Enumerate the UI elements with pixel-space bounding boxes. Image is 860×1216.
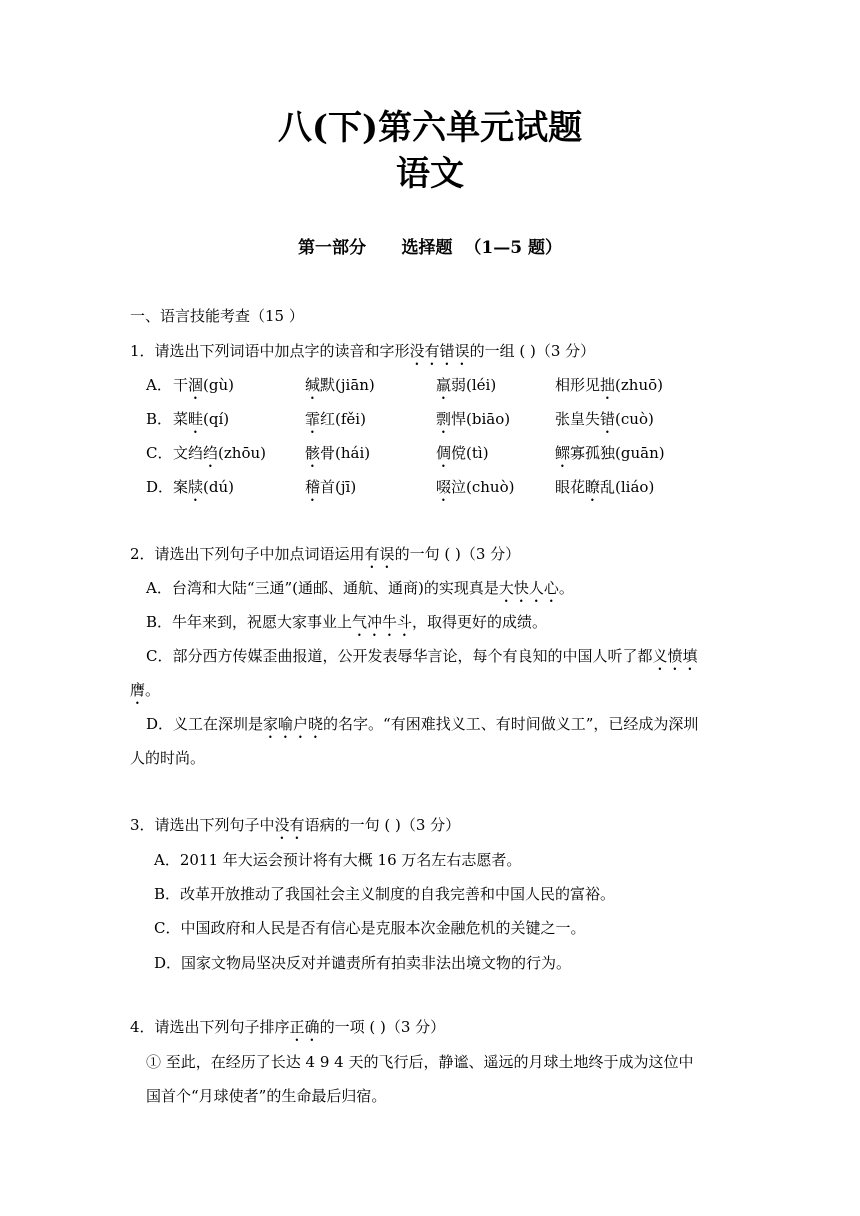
option-text: 的名字。“有困难找义工、有时间做义工”，已经成为深圳 bbox=[323, 715, 699, 733]
answer-blank-score: ( )（3 分） bbox=[384, 816, 461, 834]
stem-text: 的一句 bbox=[394, 545, 440, 563]
option-label: B． bbox=[146, 410, 173, 428]
option-label: D． bbox=[146, 478, 174, 496]
word-text: 相形见 bbox=[555, 376, 601, 394]
question-2-option-a bbox=[146, 577, 574, 606]
option-label: C． bbox=[146, 444, 173, 462]
word-item bbox=[173, 442, 266, 471]
dotted-character: 缄 bbox=[305, 376, 321, 394]
dotted-character: 瞭 bbox=[585, 478, 601, 496]
part-heading bbox=[0, 236, 860, 260]
option-text: B．牛年来到，祝愿大家事业上 bbox=[146, 613, 353, 631]
word-text: 傥(tì) bbox=[451, 444, 489, 462]
option-emphasis: 家喻户晓 bbox=[263, 715, 324, 733]
word-text: 眼花 bbox=[555, 478, 586, 496]
stem-text: 4．请选出下列句子排序 bbox=[130, 1018, 290, 1036]
part-name: 选择题 bbox=[401, 238, 453, 258]
word-text: (zhuō) bbox=[615, 376, 663, 394]
option-text: D．义工在深圳是 bbox=[146, 715, 264, 733]
option-label: A． bbox=[146, 376, 172, 394]
option-emphasis: 气冲牛斗 bbox=[352, 613, 413, 631]
word-item bbox=[555, 408, 654, 437]
question-2-option-c-cont bbox=[130, 679, 160, 708]
word-text: 寡孤独(guān) bbox=[570, 444, 665, 462]
option-emphasis: 义愤填 bbox=[652, 647, 698, 665]
dotted-character: 拙 bbox=[600, 376, 616, 394]
answer-blank-score: ( )（3 分） bbox=[519, 342, 596, 360]
question-3-stem bbox=[130, 814, 460, 843]
word-text: 弱(léi) bbox=[451, 376, 497, 394]
dotted-character: 鳏 bbox=[555, 444, 571, 462]
stem-text: 的一组 bbox=[469, 342, 515, 360]
question-4-stem bbox=[130, 1016, 445, 1045]
word-text: 骨(hái) bbox=[320, 444, 371, 462]
word-item bbox=[555, 374, 663, 403]
stem-text: 3．请选出下列句子中 bbox=[130, 816, 275, 834]
question-2-stem bbox=[130, 543, 520, 572]
word-item bbox=[436, 476, 514, 505]
option-emphasis: 膺 bbox=[130, 681, 146, 699]
stem-text: 1．请选出下列词语中加点字的读音和字形 bbox=[130, 342, 410, 360]
word-text: (dú) bbox=[203, 478, 234, 496]
word-text: (gù) bbox=[203, 376, 234, 394]
dotted-character: 牍 bbox=[188, 478, 204, 496]
word-item bbox=[173, 408, 229, 437]
section-heading: 一、语言技能考查（15 ） bbox=[130, 307, 304, 325]
question-3-option-b: B．改革开放推动了我国社会主义制度的自我完善和中国人民的富裕。 bbox=[154, 885, 616, 903]
dotted-character: 错 bbox=[600, 410, 616, 428]
word-item bbox=[173, 476, 234, 505]
question-1-stem bbox=[130, 340, 595, 369]
option-text: 。 bbox=[145, 681, 161, 699]
stem-emphasis: 没有错误 bbox=[409, 342, 470, 360]
dotted-character: 绉 bbox=[203, 444, 219, 462]
word-text: 案 bbox=[173, 478, 189, 496]
exam-subject: 语文 bbox=[396, 154, 464, 194]
answer-blank-score: ( )（3 分） bbox=[369, 1018, 446, 1036]
question-2-option-d bbox=[146, 713, 698, 742]
word-text: 干 bbox=[173, 376, 189, 394]
word-text: (qí) bbox=[203, 410, 230, 428]
dotted-character: 骸 bbox=[305, 444, 321, 462]
stem-emphasis: 有误 bbox=[364, 545, 395, 563]
word-item bbox=[305, 442, 370, 471]
word-item bbox=[555, 442, 665, 471]
word-text: 首(jī) bbox=[320, 478, 357, 496]
stem-text: 的一项 bbox=[319, 1018, 365, 1036]
word-item bbox=[436, 374, 496, 403]
word-text: 红(fěi) bbox=[320, 410, 366, 428]
dotted-character: 畦 bbox=[188, 410, 204, 428]
word-text: 悍(biāo) bbox=[451, 410, 511, 428]
word-text: 默(jiān) bbox=[320, 376, 375, 394]
option-text: ，取得更好的成绩。 bbox=[412, 613, 548, 631]
dotted-character: 涸 bbox=[188, 376, 204, 394]
question-3-option-c: C．中国政府和人民是否有信心是克服本次金融危机的关键之一。 bbox=[154, 919, 586, 937]
word-text: (zhōu) bbox=[218, 444, 266, 462]
word-item bbox=[305, 476, 356, 505]
word-item bbox=[305, 374, 375, 403]
dotted-character: 霏 bbox=[305, 410, 321, 428]
dotted-character: 稽 bbox=[305, 478, 321, 496]
word-item bbox=[436, 442, 489, 471]
part-range: （1—5 题） bbox=[464, 238, 562, 258]
option-text: A．台湾和大陆“三通”(通邮、通航、通商)的实现真是 bbox=[146, 579, 499, 597]
word-text: 乱(liáo) bbox=[600, 478, 655, 496]
question-2-option-b bbox=[146, 611, 547, 640]
word-item bbox=[436, 408, 510, 437]
question-4-item-1: ① 至此，在经历了长达 4 9 4 天的飞行后，静谧、遥远的月球土地终于成为这位中 bbox=[146, 1053, 694, 1071]
stem-emphasis: 正确 bbox=[289, 1018, 320, 1036]
stem-text: 语病的一句 bbox=[304, 816, 380, 834]
word-item bbox=[305, 408, 366, 437]
word-text: 泣(chuò) bbox=[451, 478, 515, 496]
option-text: C．部分西方传媒歪曲报道，公开发表辱华言论，每个有良知的中国人听了都 bbox=[146, 647, 653, 665]
word-text: 张皇失 bbox=[555, 410, 601, 428]
dotted-character: 羸 bbox=[436, 376, 452, 394]
option-text: 。 bbox=[558, 579, 574, 597]
exam-title: 八(下)第六单元试题 bbox=[277, 108, 583, 148]
word-text: 文绉 bbox=[173, 444, 204, 462]
word-text: (cuò) bbox=[615, 410, 654, 428]
word-text: 菜 bbox=[173, 410, 189, 428]
dotted-character: 剽 bbox=[436, 410, 452, 428]
question-3-option-d: D．国家文物局坚决反对并谴责所有拍卖非法出境文物的行为。 bbox=[154, 954, 572, 972]
question-3-option-a: A．2011 年大运会预计将有大概 16 万名左右志愿者。 bbox=[154, 851, 522, 869]
part-label: 第一部分 bbox=[298, 238, 367, 258]
answer-blank-score: ( )（3 分） bbox=[444, 545, 521, 563]
dotted-character: 倜 bbox=[436, 444, 452, 462]
stem-emphasis: 没有 bbox=[274, 816, 305, 834]
word-item bbox=[555, 476, 654, 505]
question-2-option-d-cont: 人的时尚。 bbox=[130, 749, 206, 767]
option-emphasis: 大快人心 bbox=[498, 579, 559, 597]
dotted-character: 啜 bbox=[436, 478, 452, 496]
word-item bbox=[173, 374, 234, 403]
stem-text: 2．请选出下列句子中加点词语运用 bbox=[130, 545, 365, 563]
question-2-option-c bbox=[146, 645, 698, 674]
question-4-item-1-cont: 国首个“月球使者”的生命最后归宿。 bbox=[146, 1087, 387, 1105]
